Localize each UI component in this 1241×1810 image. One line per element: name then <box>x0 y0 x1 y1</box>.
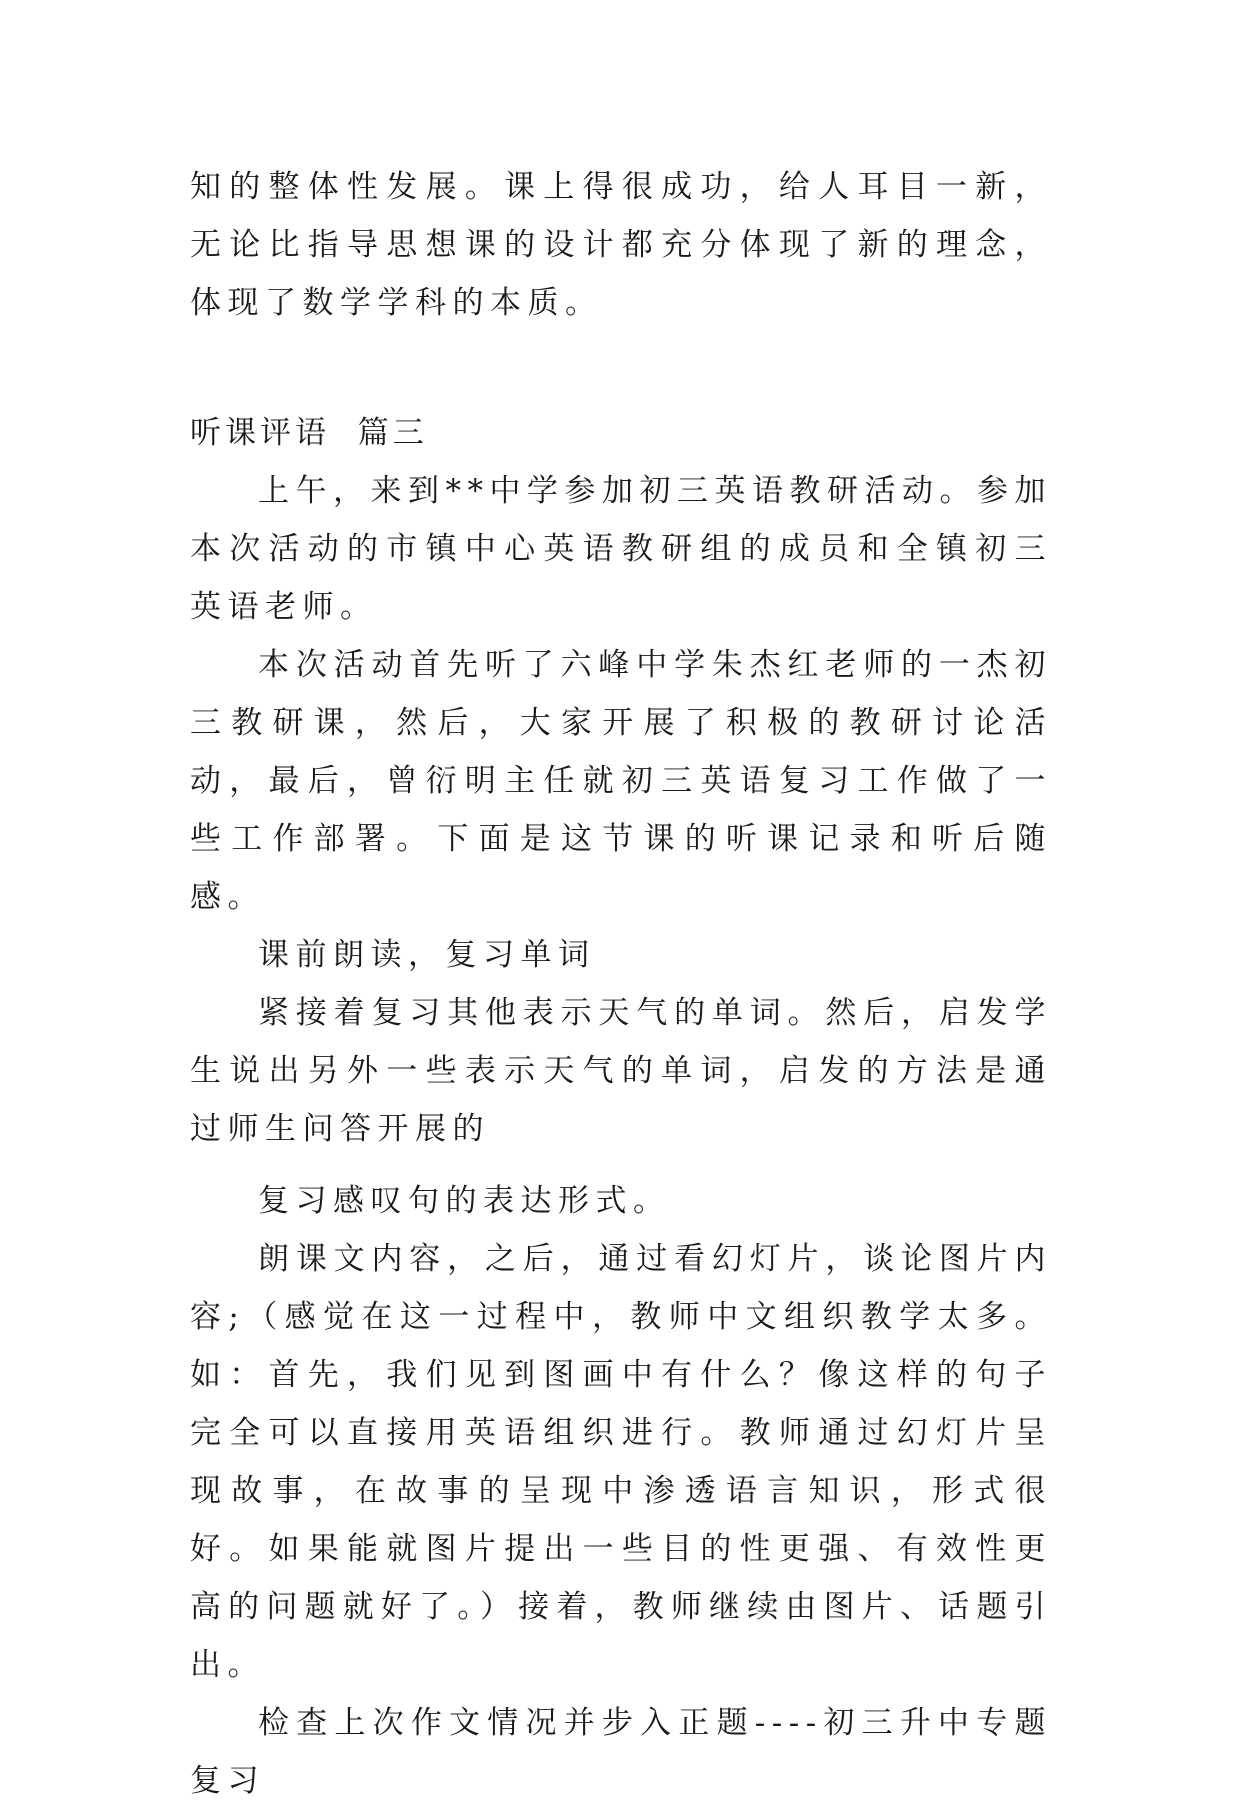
paragraph-7: 检查上次作文情况并步入正题----初三升中专题复习 <box>190 1705 1052 1799</box>
document-body <box>190 158 1052 1810</box>
paragraph-6: 朗课文内容，之后，通过看幻灯片，谈论图片内容;（感觉在这一过程中，教师中文组织教学太多。如：首先，我们见到图画中有什么？像这样的句子完全可以直接用英语组织进行。教师通过幻灯片呈现故事，在故事的呈现中渗透语言知识，形式很好。如果能就图片提出一些目的性更强、有效性更高的问题就好了。）接着，教师继续由图片、话题引出。 <box>190 1241 1052 1683</box>
section-heading: 听课评语 篇三 <box>190 415 428 451</box>
paragraph-1: 上午，来到**中学参加初三英语教研活动。参加本次活动的市镇中心英语教研组的成员和全镇初三英语老师。 <box>190 473 1052 625</box>
paragraph-4: 紧接着复习其他表示天气的单词。然后，启发学生说出另外一些表示天气的单词，启发的方法是通过师生问答开展的 <box>190 995 1052 1147</box>
paragraph-3: 课前朗读，复习单词 <box>258 937 596 973</box>
paragraph-2: 本次活动首先听了六峰中学朱杰红老师的一杰初三教研课，然后，大家开展了积极的教研讨论活动，最后，曾衍明主任就初三英语复习工作做了一些工作部署。下面是这节课的听课记录和听后随感。 <box>190 647 1052 915</box>
paragraph-5: 复习感叹句的表达形式。 <box>258 1183 671 1219</box>
opening-paragraph: 知的整体性发展。课上得很成功，给人耳目一新，无论比指导思想课的设计都充分体现了新的理念，体现了数学学科的本质。 <box>190 169 1052 321</box>
